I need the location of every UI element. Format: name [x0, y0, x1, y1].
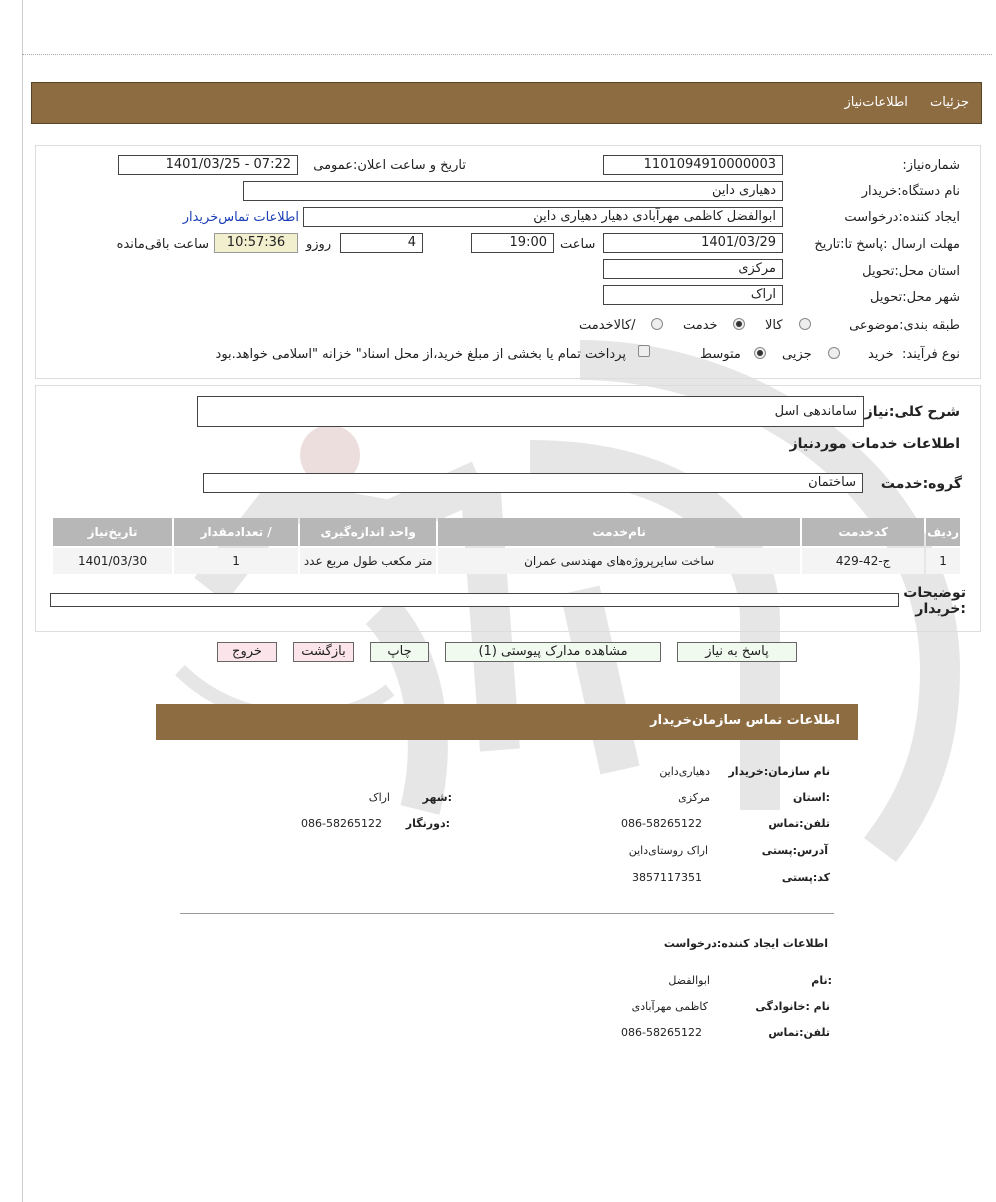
city-field: اراک	[603, 285, 783, 305]
process-partial-radio[interactable]	[828, 347, 840, 359]
category-service-radio[interactable]	[733, 318, 745, 330]
category-goods-label: کالا	[765, 318, 783, 333]
col-need-date: تاریخ‌نیاز	[53, 518, 172, 546]
print-button[interactable]: چاپ	[370, 642, 429, 662]
tab-details[interactable]: جزئیات	[930, 95, 969, 110]
requester-family-label: نام :خانوادگی	[755, 1000, 830, 1013]
page-left-rule	[22, 0, 23, 1202]
contact-org: دهیاری‌داین	[659, 765, 710, 778]
need-number-field: 1101094910000003	[603, 155, 783, 175]
contact-address-label: آدرس:پستی	[761, 844, 828, 857]
page-header-bar	[31, 82, 982, 124]
contact-title: اطلاعات تماس سازمان‌خریدار	[650, 713, 840, 728]
requester-title: اطلاعات ایجاد کننده:درخواست	[663, 937, 828, 950]
section-divider	[180, 913, 834, 914]
buyer-org-field: دهیاری داین	[243, 181, 783, 201]
announce-field: 1401/03/25 - 07:22	[118, 155, 298, 175]
col-service-name: نام‌خدمت	[438, 518, 800, 546]
buyer-notes-label: توضیحات :خریدار	[903, 585, 966, 617]
requester-phone: 086-58265122	[621, 1026, 702, 1039]
need-number-label: شماره‌نیاز:	[902, 158, 960, 173]
deadline-date-field: 1401/03/29	[603, 233, 783, 253]
contact-org-label: نام سازمان:خریدار	[728, 765, 830, 778]
description-field: ساماندهی اسل	[197, 396, 864, 427]
cell-quantity: 1	[174, 548, 298, 574]
cell-service-code: ج-42-429	[802, 548, 924, 574]
buyer-contact-link[interactable]: اطلاعات تماس‌خریدار	[182, 210, 299, 225]
process-medium-label: متوسط	[700, 347, 741, 362]
col-quantity: / تعدادمقدار	[174, 518, 298, 546]
requester-name-label: :نام	[811, 974, 832, 987]
requester-family: کاظمی مهرآبادی	[631, 1000, 708, 1013]
contact-address: اراک روستای‌داین	[628, 844, 708, 857]
contact-phone-label: تلفن:تماس	[768, 817, 830, 830]
province-field: مرکزی	[603, 259, 783, 279]
col-row: ردیف	[926, 518, 960, 546]
exit-button[interactable]: خروج	[217, 642, 277, 662]
province-label: استان محل:تحویل	[862, 264, 960, 279]
back-button[interactable]: بازگشت	[293, 642, 354, 662]
tab-need-info[interactable]: اطلاعات‌نیاز	[844, 95, 908, 110]
contact-postal: 3857117351	[632, 871, 702, 884]
col-unit: واحد اندازه‌گیری	[300, 518, 436, 546]
deadline-time-label: ساعت	[560, 237, 596, 252]
contact-fax-label: :دورنگار	[405, 817, 450, 830]
category-goods-radio[interactable]	[799, 318, 811, 330]
process-medium-radio[interactable]	[754, 347, 766, 359]
process-partial-label: جزیی	[782, 347, 812, 362]
table-row	[53, 548, 960, 574]
table-header-row	[53, 518, 960, 546]
reply-button[interactable]: پاسخ به نیاز	[677, 642, 797, 662]
service-group-field: ساختمان	[203, 473, 863, 493]
dotted-divider	[22, 54, 992, 55]
deadline-label: مهلت ارسال :پاسخ تا:تاریخ	[814, 237, 960, 252]
contact-header-bar	[156, 704, 858, 740]
buyer-notes-field	[50, 593, 899, 607]
service-group-label: گروه:خدمت	[880, 476, 962, 492]
deadline-time-field: 19:00	[471, 233, 554, 253]
services-table	[51, 516, 962, 576]
services-heading: اطلاعات خدمات موردنیاز	[789, 436, 960, 452]
requester-phone-label: تلفن:تماس	[768, 1026, 830, 1039]
requester-name: ابوالفضل	[668, 974, 710, 987]
contact-fax: 086-58265122	[301, 817, 382, 830]
contact-city-label: :شهر	[422, 791, 452, 804]
contact-province: مرکزی	[678, 791, 710, 804]
cell-unit: متر مکعب طول مربع عدد	[300, 548, 436, 574]
creator-label: ایجاد کننده:درخواست	[844, 210, 960, 225]
description-label: شرح کلی:نیاز	[864, 404, 960, 420]
category-goods-service-label: /کالاخدمت	[579, 318, 636, 333]
col-service-code: کدخدمت	[802, 518, 924, 546]
contact-postal-label: کد:پستی	[781, 871, 830, 884]
category-service-label: خدمت	[683, 318, 718, 333]
creator-field: ابوالفضل کاظمی مهرآبادی دهیار دهیاری داین	[303, 207, 783, 227]
treasury-payment-note: پرداخت تمام یا بخشی از مبلغ خرید،از محل اسناد" خزانه "اسلامی خواهد.بود	[215, 347, 626, 362]
process-buy-label: خرید	[868, 347, 894, 362]
attachments-button[interactable]: مشاهده مدارک پیوستی (1)	[445, 642, 661, 662]
remaining-time-field: 10:57:36	[214, 233, 298, 253]
buyer-org-label: نام دستگاه:خریدار	[861, 184, 960, 199]
days-field: 4	[340, 233, 423, 253]
cell-service-name: ساخت سایرپروژه‌های مهندسی عمران	[438, 548, 800, 574]
cell-row: 1	[926, 548, 960, 574]
contact-city: اراک	[368, 791, 390, 804]
contact-province-label: :استان	[793, 791, 830, 804]
days-label: روزو	[306, 237, 332, 252]
category-goods-service-radio[interactable]	[651, 318, 663, 330]
treasury-payment-checkbox[interactable]	[638, 345, 650, 357]
city-label: شهر محل:تحویل	[870, 290, 960, 305]
cell-need-date: 1401/03/30	[53, 548, 172, 574]
contact-phone: 086-58265122	[621, 817, 702, 830]
process-label: نوع فرآیند:	[902, 347, 960, 362]
announce-label: تاریخ و ساعت اعلان:عمومی	[313, 158, 466, 173]
remaining-label: ساعت باقی‌مانده	[116, 237, 209, 252]
category-label: طبقه بندی:موضوعی	[849, 318, 960, 333]
